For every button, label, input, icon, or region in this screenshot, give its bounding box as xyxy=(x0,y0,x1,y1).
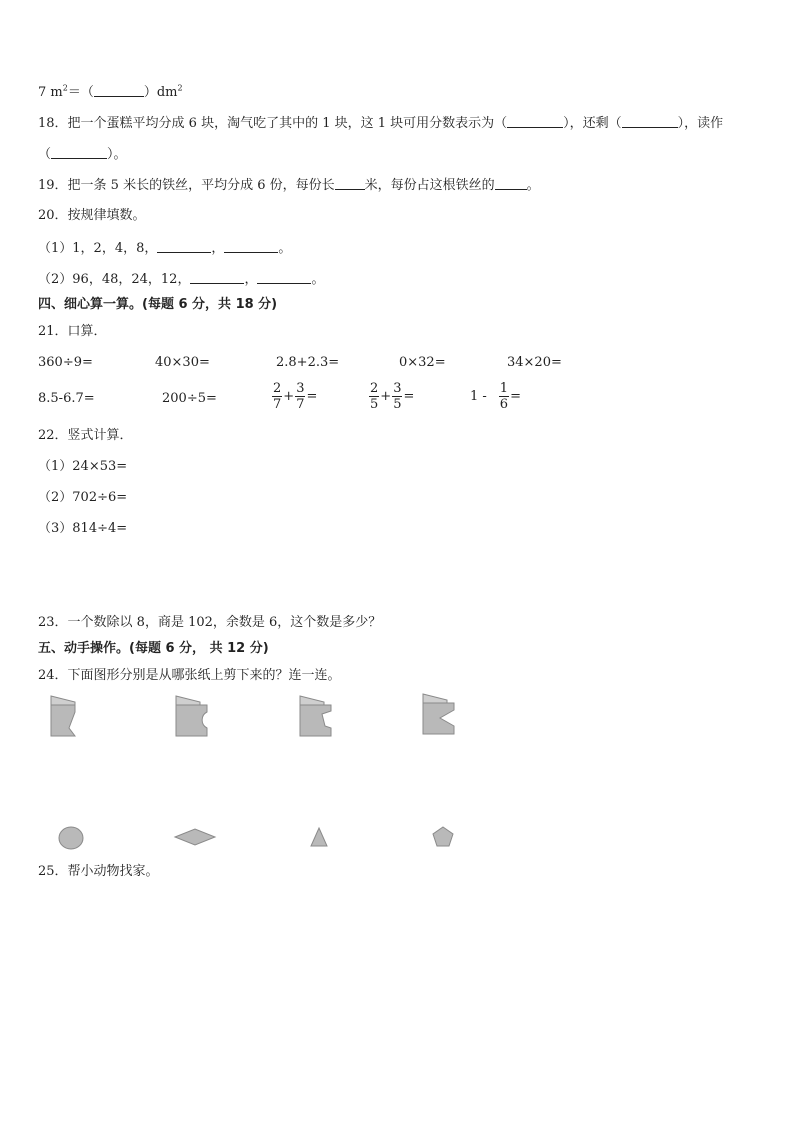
answer-blank[interactable] xyxy=(507,115,563,128)
fraction-calc-1: $\frac{2}{7}$ + $\frac{3}{7}$ = xyxy=(273,381,318,412)
answer-blank[interactable] xyxy=(51,146,107,159)
oral-calc-item: 34×20= xyxy=(507,355,562,370)
written-calc-item: （1）24×53= xyxy=(38,459,128,474)
fraction-calc-3: 1 - $\frac{1}{6}$ = xyxy=(470,381,521,412)
oral-calc-item: 40×30= xyxy=(155,355,210,370)
fraction: $\frac{2}{5}$ xyxy=(370,381,379,412)
oral-calc-item: 8.5-6.7= xyxy=(38,391,95,406)
question-18-line2: （ ）。 xyxy=(38,147,127,162)
question-24: 24．下面图形分别是从哪张纸上剪下来的？连一连。 xyxy=(38,668,341,683)
answer-blank[interactable] xyxy=(335,177,365,190)
circle-shape[interactable] xyxy=(57,825,87,851)
answer-blank[interactable] xyxy=(224,240,278,253)
fraction: $\frac{2}{7}$ xyxy=(273,381,282,412)
question-22-title: 22．竖式计算． xyxy=(38,428,133,443)
section-5-heading: 五、动手操作。(每题 6 分， 共 12 分) xyxy=(38,641,269,656)
answer-blank[interactable] xyxy=(622,115,678,128)
written-calc-item: （3）814÷4= xyxy=(38,521,128,536)
fraction-calc-2: $\frac{2}{5}$ + $\frac{3}{5}$ = xyxy=(370,381,415,412)
answer-blank[interactable] xyxy=(257,271,311,284)
answer-blank[interactable] xyxy=(495,177,527,190)
question-20-title: 20．按规律填数。 xyxy=(38,208,146,223)
fraction: $\frac{3}{7}$ xyxy=(296,381,305,412)
question-20-sub1: （1）1，2，4，8， ， 。 xyxy=(38,241,292,256)
pentagon-shape[interactable] xyxy=(430,824,456,850)
section-4-heading: 四、细心算一算。(每题 6 分，共 18 分) xyxy=(38,297,278,312)
q17-line: 7 $m^2=$（ ）$dm^2$ xyxy=(38,83,183,100)
rhombus-shape[interactable] xyxy=(173,826,217,848)
oral-calc-item: 200÷5= xyxy=(162,391,217,406)
fraction: $\frac{3}{5}$ xyxy=(393,381,402,412)
question-20-sub2: （2）96，48，24，12， ， 。 xyxy=(38,272,325,287)
oral-calc-item: 2.8+2.3= xyxy=(276,355,340,370)
question-21-title: 21．口算． xyxy=(38,324,107,339)
question-23: 23．一个数除以 8，商是 102，余数是 6，这个数是多少？ xyxy=(38,615,382,630)
oral-calc-item: 0×32= xyxy=(399,355,446,370)
written-calc-item: （2）702÷6= xyxy=(38,490,128,505)
answer-blank[interactable] xyxy=(157,240,211,253)
question-18: 18．把一个蛋糕平均分成 6 块，淘气吃了其中的 1 块，这 1 块可用分数表示为（ ），还剩（ ），读作 xyxy=(38,116,724,131)
triangle-shape[interactable] xyxy=(308,825,330,849)
question-25: 25．帮小动物找家。 xyxy=(38,864,159,879)
folded-paper-3[interactable] xyxy=(297,694,337,738)
answer-blank[interactable] xyxy=(190,271,244,284)
folded-paper-2[interactable] xyxy=(173,694,213,738)
oral-calc-item: 360÷9= xyxy=(38,355,93,370)
folded-paper-4[interactable] xyxy=(420,692,460,738)
folded-paper-1[interactable] xyxy=(48,694,84,738)
question-19: 19．把一条 5 米长的铁丝，平均分成 6 份，每份长 米，每份占这根铁丝的 。 xyxy=(38,178,540,193)
answer-blank[interactable] xyxy=(94,84,144,97)
fraction: $\frac{1}{6}$ xyxy=(499,381,509,412)
